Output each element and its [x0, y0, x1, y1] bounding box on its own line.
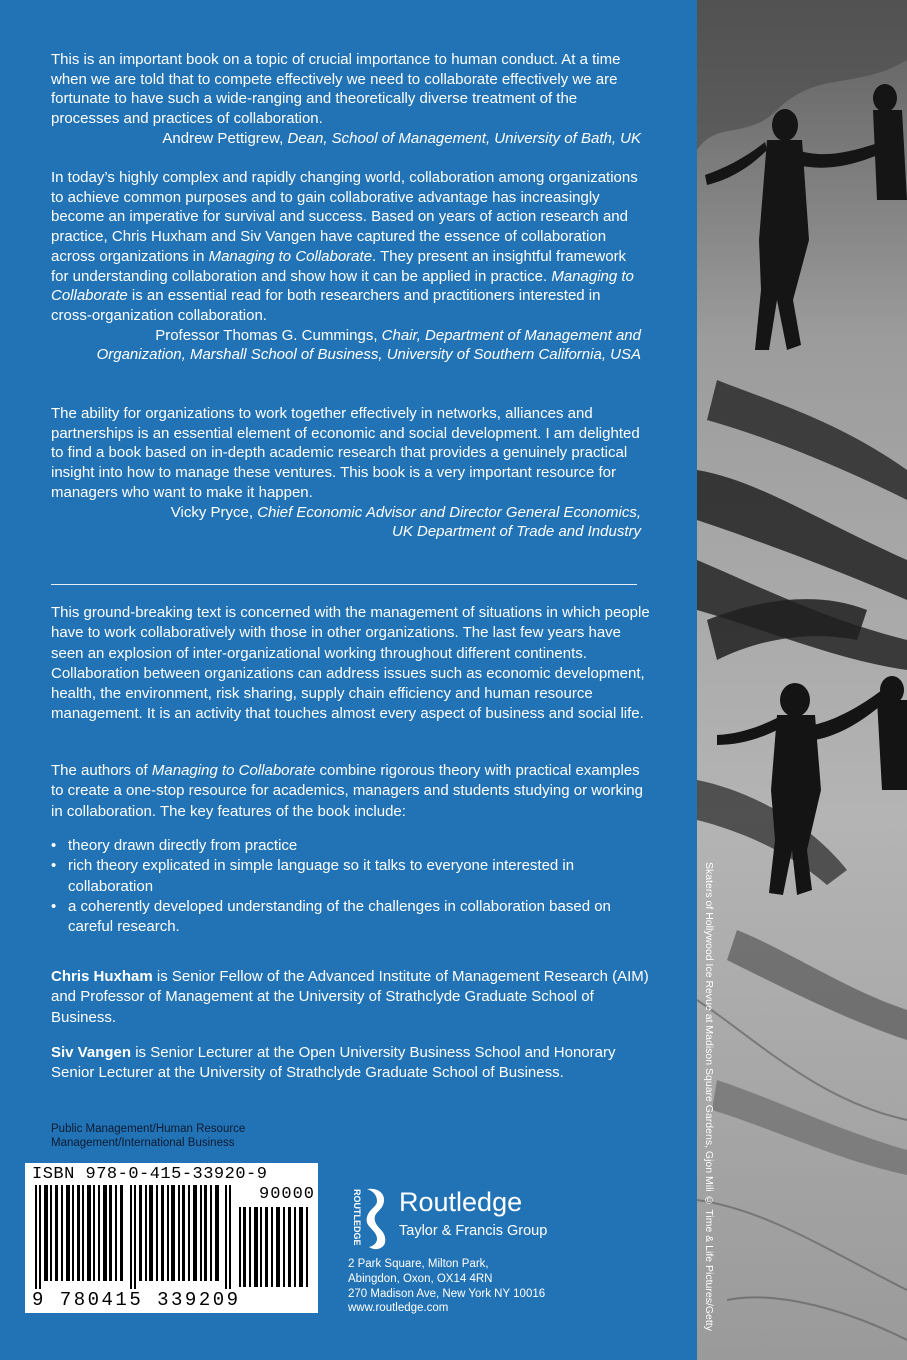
praise-2-book-title-2: Managing to Collaborate	[51, 267, 634, 305]
praise-1-role: Dean, School of Management, University of Bath, UK	[287, 129, 641, 147]
author-name-vangen: Siv Vangen	[51, 1044, 132, 1061]
praise-2-text-a: In today’s highly complex and rapidly changing world, collaboration among organizations to achieve common purposes and to gain collaborative advantage has increasingly become an imperative for survival and success. Based on years of action research and practice, Chris Huxham and Siv Vangen have captured the essence of collaboration across organizations in	[51, 169, 638, 265]
feature-item: • a coherently developed understanding of the challenges in collaboration based on careful research.	[51, 897, 651, 938]
price-code: 90000	[259, 1185, 316, 1204]
publisher-name: Routledge	[399, 1187, 523, 1217]
description-p2-start: The authors of	[51, 762, 148, 779]
isbn-barcode	[25, 1163, 318, 1313]
praise-quote-3	[51, 404, 641, 542]
praise-1-attribution	[51, 129, 641, 149]
praise-3-role-line1: Chief Economic Advisor and Director General Economics,	[257, 503, 641, 521]
photo-credit: Skaters of Hollywood Ice Revue at Madison Square Gardens, Gjon Mili © Time & Life Pictures/Getty	[703, 862, 715, 1331]
barcode-bars	[35, 1185, 235, 1289]
description-paragraph-2	[51, 761, 651, 822]
svg-text:ROUTLEDGE: ROUTLEDGE	[352, 1189, 362, 1246]
author-bio-vangen	[51, 1043, 651, 1084]
praise-2-name: Professor Thomas G. Cummings,	[155, 326, 378, 344]
praise-2-book-title-1: Managing to Collaborate	[208, 247, 373, 265]
praise-3-attribution	[51, 503, 641, 542]
publisher-group: Taylor & Francis Group	[399, 1223, 548, 1239]
isbn-number: ISBN 978-0-415-33920-9	[32, 1165, 268, 1184]
address-line: 2 Park Square, Milton Park,	[348, 1258, 489, 1270]
praise-2-text	[51, 168, 641, 326]
address-line: 270 Madison Ave, New York NY 10016	[348, 1287, 546, 1300]
description-p2-end: combine rigorous theory with practical examples to create a one-stop resource for academics, managers and students studying or working in collaboration. The key features of the book include:	[51, 762, 643, 820]
praise-1-name: Andrew Pettigrew,	[162, 129, 284, 147]
praise-2-role-line2: Organization, Marshall School of Business, University of Southern California, USA	[96, 346, 641, 364]
key-features-list	[51, 836, 651, 937]
ean-number: 9 780415 339209	[32, 1289, 241, 1311]
praise-2-text-b: . They present an insightful framework for understanding collaboration and show how it can be applied in practice.	[51, 247, 627, 285]
divider-line	[51, 584, 637, 585]
praise-3-text: The ability for organizations to work together effectively in networks, alliances and partnerships is an essential element of economic and social development. I am delighted to find a book based on in-depth academic research that provides a genuinely practical insight into how to manage these ventures. This book is a very important resource for managers who want to make it happen.	[51, 405, 640, 501]
praise-1-text: This is an important book on a topic of crucial importance to human conduct. At a time when we are told that to compete effectively we need to collaborate effectively we are fortunate to have such a wide-ranging and theoretically diverse treatment of the processes and practices of collaboration.	[51, 51, 621, 128]
routledge-icon	[345, 1187, 395, 1251]
subject-category: Public Management/Human Resource Management/International Business	[51, 1123, 246, 1149]
price-barcode-bars	[239, 1207, 311, 1287]
feature-item: • theory drawn directly from practice	[51, 836, 651, 856]
publisher-website: www.routledge.com	[348, 1302, 449, 1315]
praise-2-attribution	[51, 326, 641, 365]
praise-quote-2	[51, 168, 641, 365]
author-bio-vangen-text: is Senior Lecturer at the Open University Business School and Honorary Senior Lecturer at the University of Strathclyde Graduate School of Business.	[51, 1044, 616, 1082]
author-bio-huxham-text: is Senior Fellow of the Advanced Institute of Management Research (AIM) and Professor of Management at the University of Strathclyde Graduate School of Business.	[51, 968, 649, 1026]
skaters-photo-art	[697, 0, 907, 1360]
author-name-huxham: Chris Huxham	[51, 968, 153, 985]
description-paragraph-1: This ground-breaking text is concerned with the management of situations in which people have to work collaboratively with those in other organizations. The last few years have seen an explosion of inter-organizational working throughout different continents. Collaboration between organizations can address issues such as economic development, health, the environment, risk sharing, supply chain efficiency and human resource management. It is an activity that touches almost every aspect of business and social life.	[51, 604, 650, 723]
praise-2-role-line1: Chair, Department of Management and	[381, 326, 641, 344]
address-line: Abingdon, Oxon, OX14 4RN	[348, 1272, 493, 1285]
feature-item: • rich theory explicated in simple language so it talks to everyone interested in collaboration	[51, 856, 651, 897]
publisher-address	[348, 1257, 608, 1316]
praise-quote-1	[51, 50, 641, 149]
praise-2-text-c: is an essential read for both researchers and practitioners interested in cross-organization collaboration.	[51, 287, 601, 324]
skaters-photo	[697, 0, 907, 1360]
description-book-title: Managing to Collaborate	[151, 762, 316, 779]
publisher-logo	[345, 1185, 585, 1245]
praise-3-role-line2: UK Department of Trade and Industry	[391, 523, 641, 541]
praise-3-name: Vicky Pryce,	[170, 503, 254, 521]
author-bio-huxham	[51, 967, 651, 1028]
